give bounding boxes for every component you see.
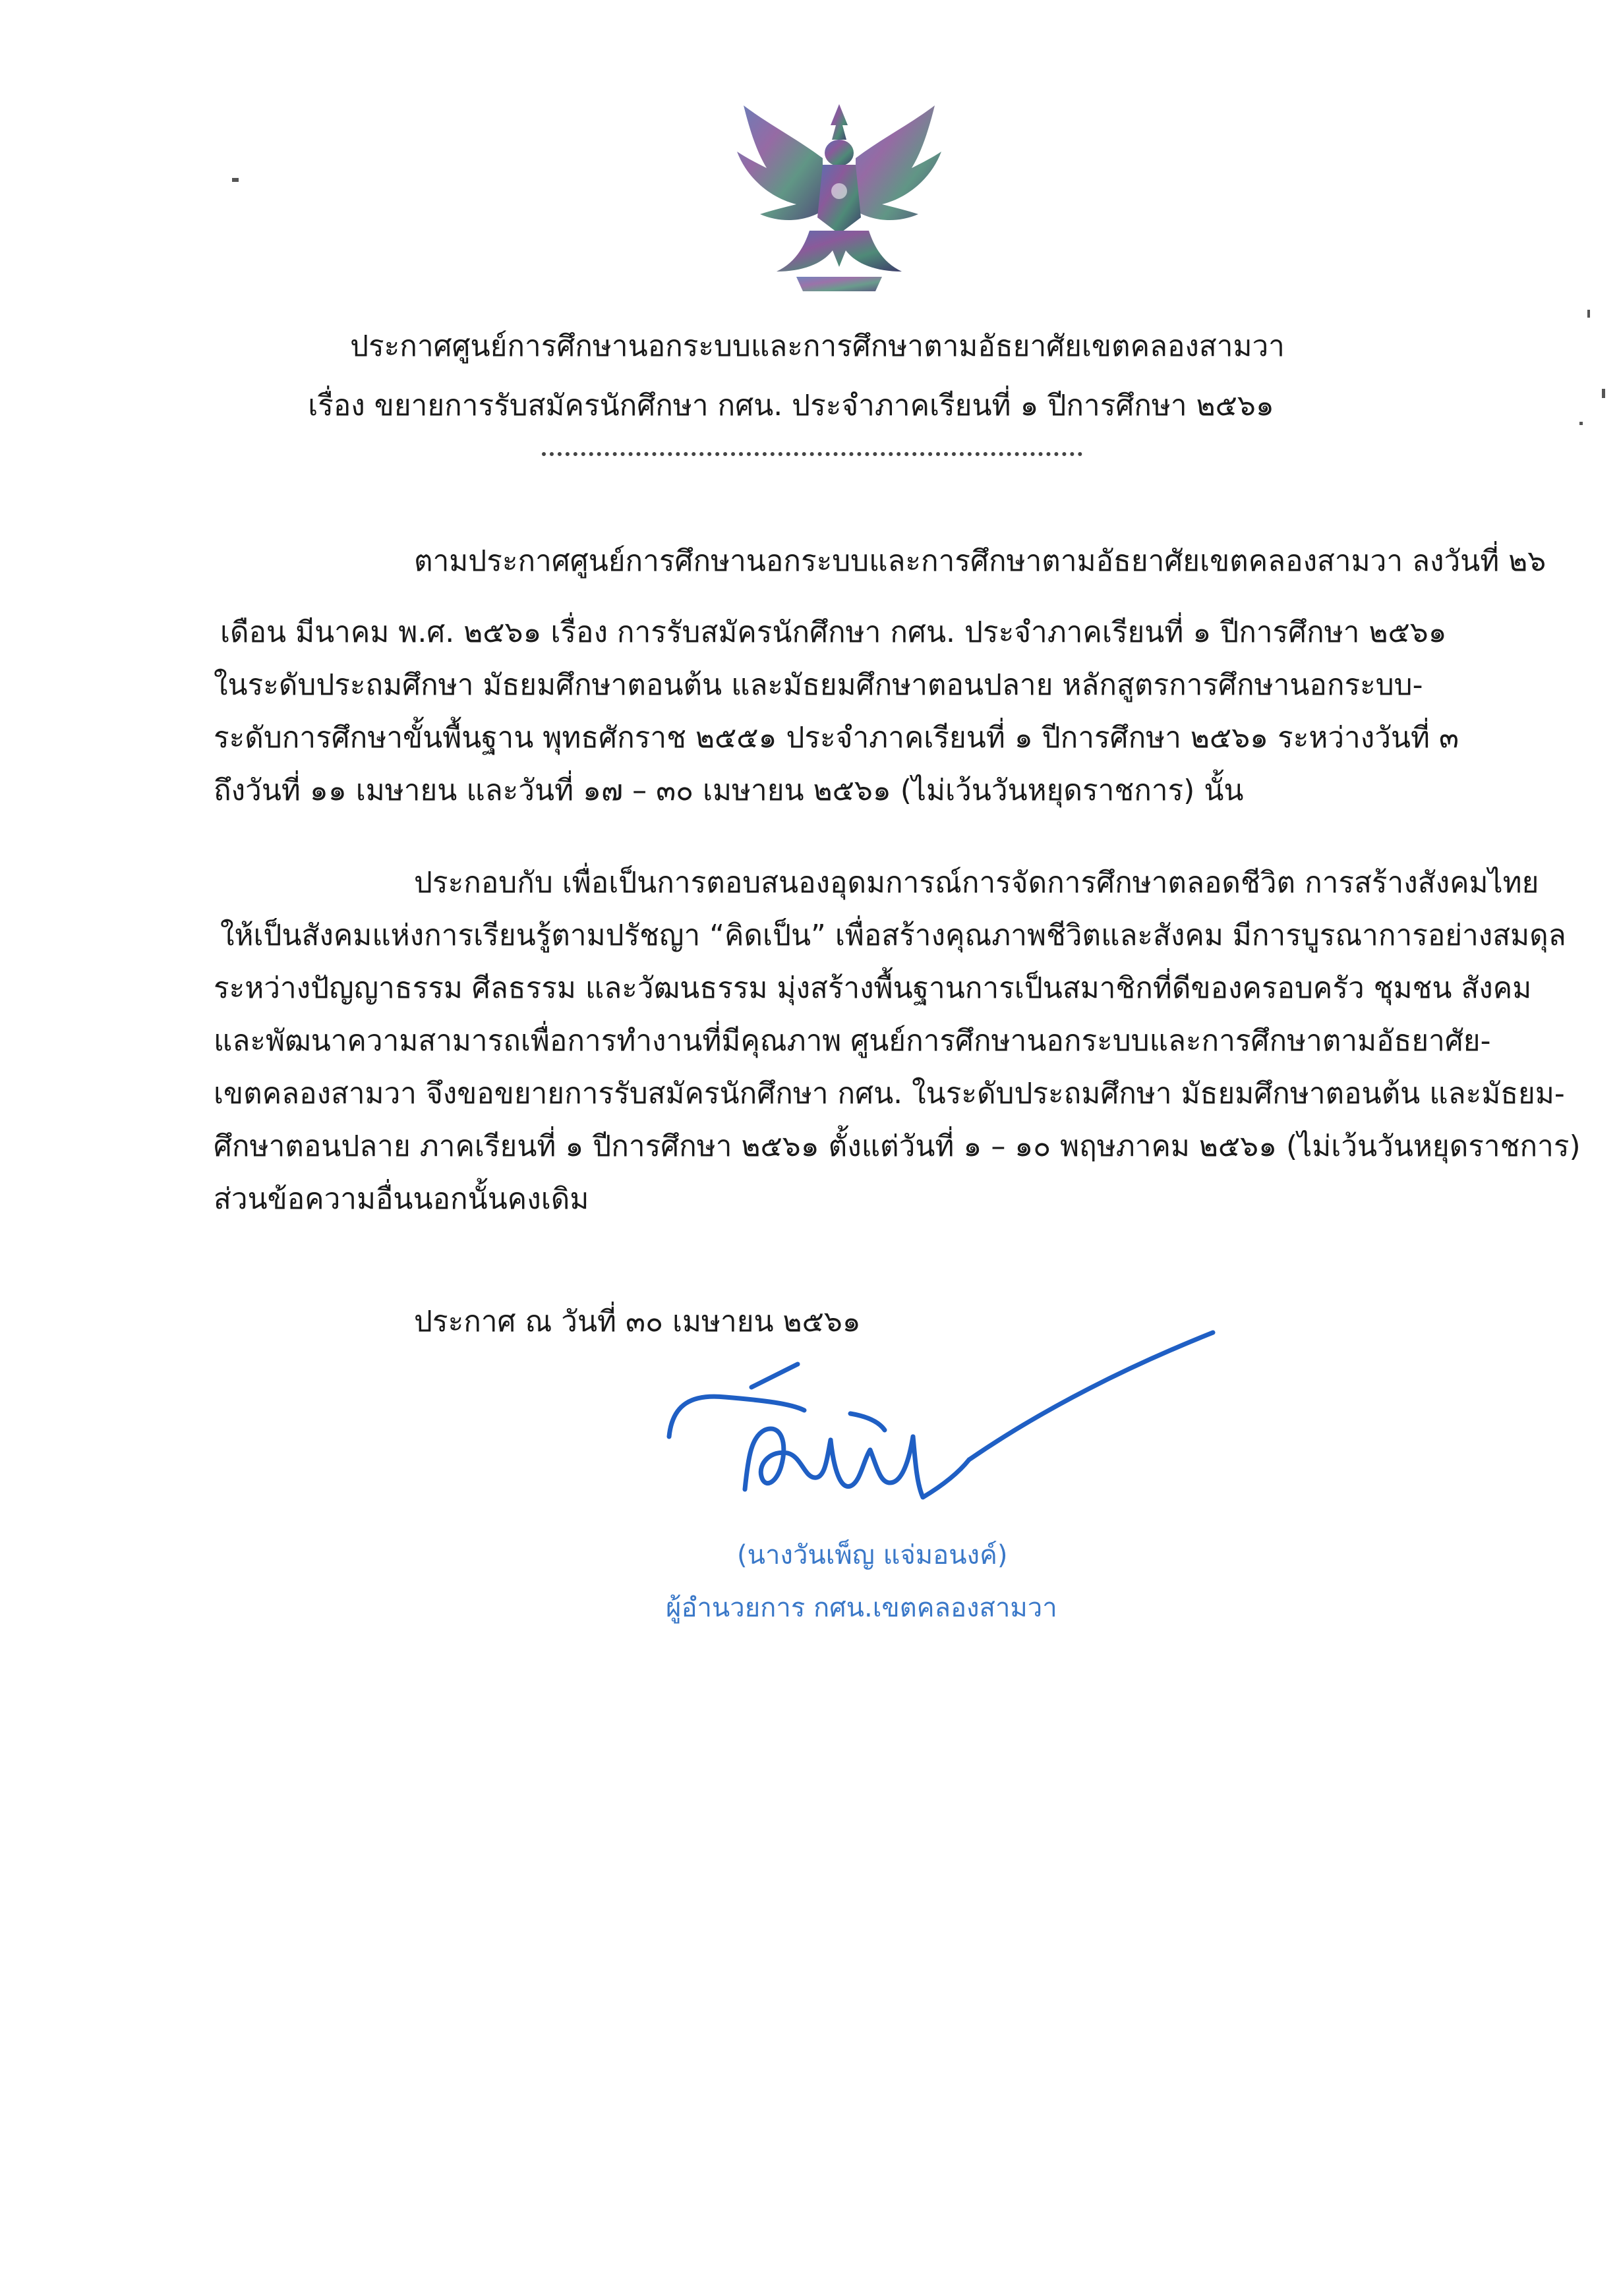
paragraph-2-line: และพัฒนาความสามารถเพื่อการทำงานที่มีคุณภาพ ศูนย์การศึกษานอกระบบและการศึกษาตามอัธยาศัย- xyxy=(214,1024,1491,1058)
scan-speck xyxy=(1579,422,1583,425)
paragraph-1-line: ในระดับประถมศึกษา มัธยมศึกษาตอนต้น และมัธยมศึกษาตอนปลาย หลักสูตรการศึกษานอกระบบ- xyxy=(214,668,1423,702)
scan-speck xyxy=(1587,310,1590,318)
signatory-title: ผู้อำนวยการ กศน.เขตคลองสามวา xyxy=(666,1593,1057,1623)
announcement-date: ประกาศ ณ วันที่ ๓๐ เมษายน ๒๕๖๑ xyxy=(414,1305,861,1338)
document-title: ประกาศศูนย์การศึกษานอกระบบและการศึกษาตามอัธยาศัยเขตคลองสามวา xyxy=(350,330,1285,363)
garuda-emblem-icon xyxy=(730,99,948,297)
paragraph-2-line: ให้เป็นสังคมแห่งการเรียนรู้ตามปรัชญา “คิดเป็น” เพื่อสร้างคุณภาพชีวิตและสังคม มีการบูรณาการอย่างสมดุล xyxy=(220,919,1566,952)
signatory-name: (นางวันเพ็ญ แจ่มอนงค์) xyxy=(737,1540,1008,1570)
scan-speck xyxy=(232,178,239,182)
document-subject: เรื่อง ขยายการรับสมัครนักศึกษา กศน. ประจำภาคเรียนที่ ๑ ปีการศึกษา ๒๕๖๑ xyxy=(308,389,1274,422)
paragraph-1-line: ตามประกาศศูนย์การศึกษานอกระบบและการศึกษาตามอัธยาศัยเขตคลองสามวา ลงวันที่ ๒๖ xyxy=(414,544,1546,578)
paragraph-2-line: ระหว่างปัญญาธรรม ศีลธรรม และวัฒนธรรม มุ่งสร้างพื้นฐานการเป็นสมาชิกที่ดีของครอบครัว ชุมชน สังคม xyxy=(214,971,1532,1005)
title-divider xyxy=(542,448,1082,456)
paragraph-1-line: ระดับการศึกษาขั้นพื้นฐาน พุทธศักราช ๒๕๕๑ ประจำภาคเรียนที่ ๑ ปีการศึกษา ๒๕๖๑ ระหว่างวันที่ ๓ xyxy=(214,721,1459,755)
paragraph-2-line: ส่วนข้อความอื่นนอกนั้นคงเดิม xyxy=(214,1182,589,1216)
paragraph-1-line: ถึงวันที่ ๑๑ เมษายน และวันที่ ๑๗ – ๓๐ เมษายน ๒๕๖๑ (ไม่เว้นวันหยุดราชการ) นั้น xyxy=(214,774,1244,807)
paragraph-2-line: ประกอบกับ เพื่อเป็นการตอบสนองอุดมการณ์การจัดการศึกษาตลอดชีวิต การสร้างสังคมไทย xyxy=(414,866,1539,900)
signature-icon xyxy=(653,1325,1233,1542)
paragraph-2-line: เขตคลองสามวา จึงขอขยายการรับสมัครนักศึกษา กศน. ในระดับประถมศึกษา มัธยมศึกษาตอนต้น และมัธยม- xyxy=(214,1077,1565,1110)
paragraph-2-line: ศึกษาตอนปลาย ภาคเรียนที่ ๑ ปีการศึกษา ๒๕๖๑ ตั้งแต่วันที่ ๑ – ๑๐ พฤษภาคม ๒๕๖๑ (ไม่เว้นวันหยุดราชการ) xyxy=(214,1130,1581,1163)
paragraph-1-line: เดือน มีนาคม พ.ศ. ๒๕๖๑ เรื่อง การรับสมัครนักศึกษา กศน. ประจำภาคเรียนที่ ๑ ปีการศึกษา ๒๕๖๑ xyxy=(220,616,1447,649)
scan-speck xyxy=(1602,389,1605,398)
